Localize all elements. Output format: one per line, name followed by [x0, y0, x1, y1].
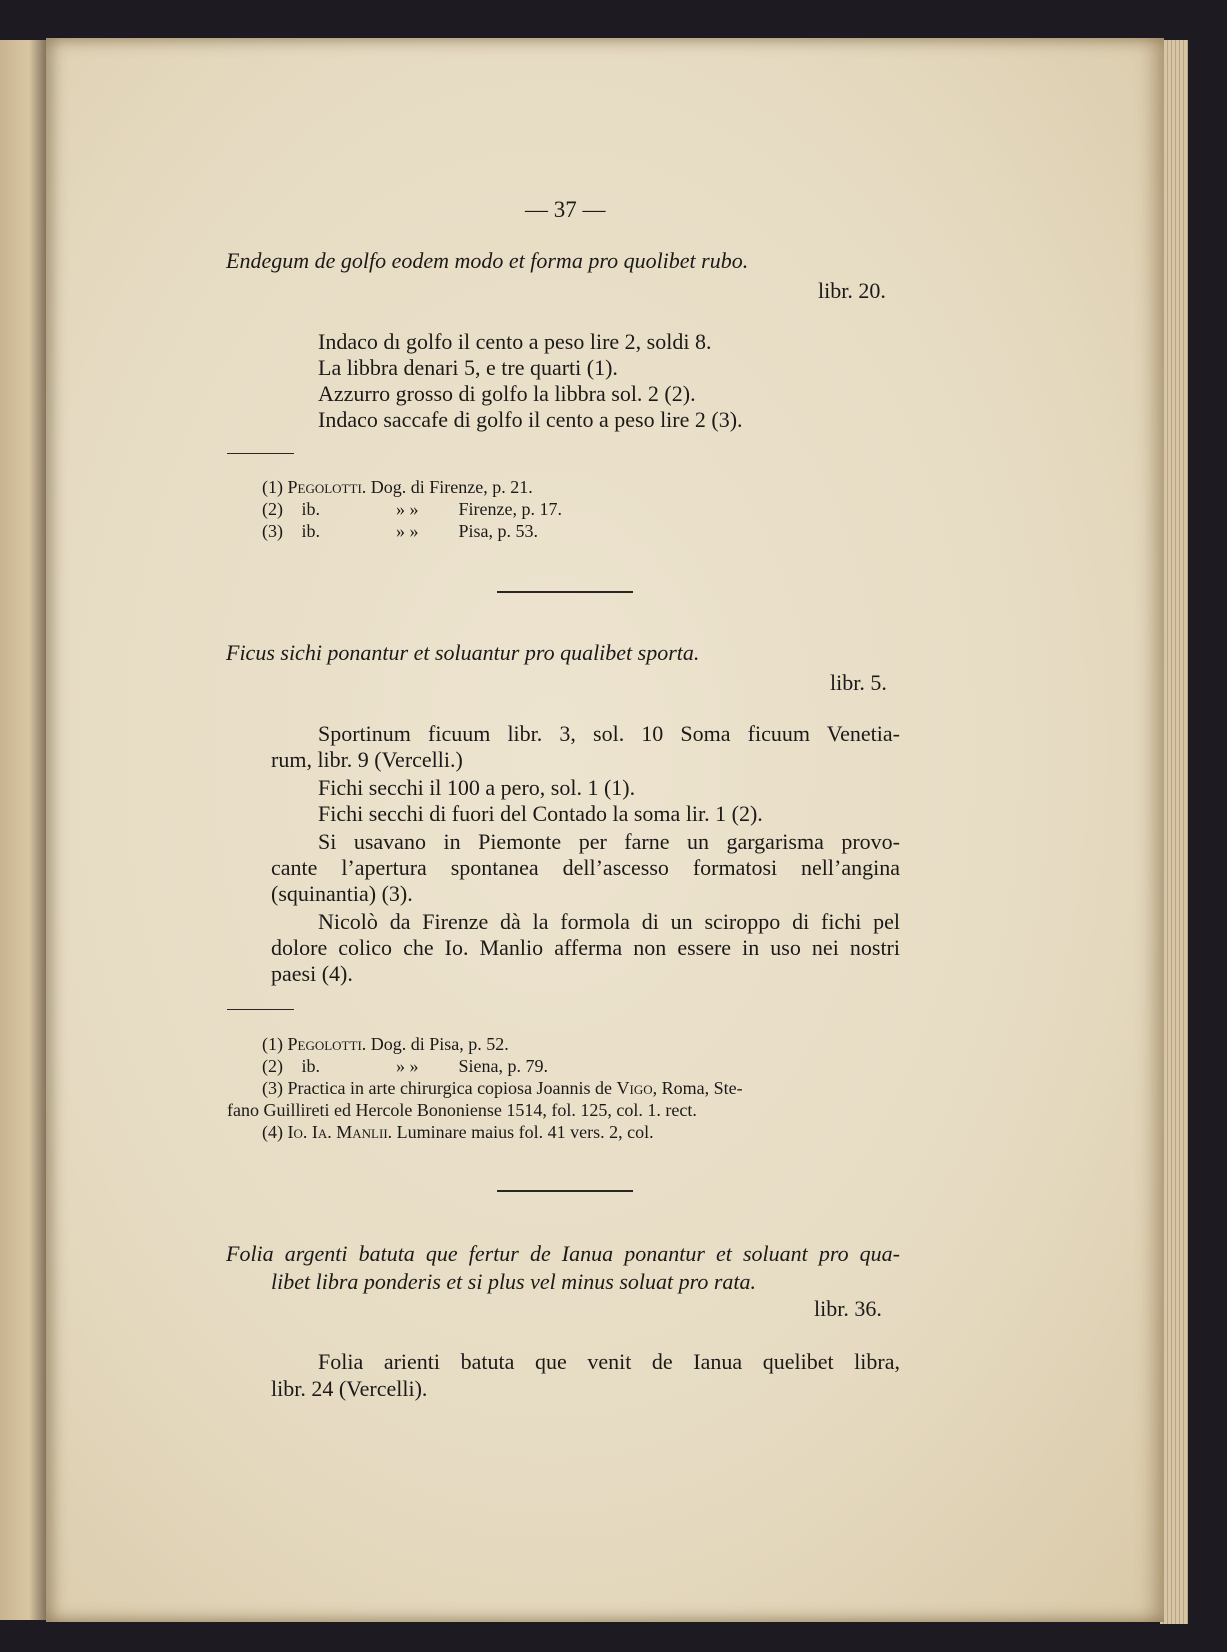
section2-line: rum, libr. 9 (Vercelli.): [271, 747, 463, 772]
footnote-3: (3) ib. » » Pisa, p. 53.: [262, 521, 539, 541]
section2-heading: Ficus sichi ponantur et soluantur pro qualibet sporta.: [226, 640, 700, 665]
section1-line: Azzurro grosso di golfo la libbra sol. 2 (2).: [318, 381, 696, 406]
section2-line: Fichi secchi di fuori del Contado la soma lir. 1 (2).: [318, 801, 763, 826]
section1-amount: libr. 20.: [818, 278, 886, 303]
section2-line: (squinantia) (3).: [271, 881, 413, 906]
footnote-3-continued: fano Guillireti ed Hercole Bononiense 1514, fol. 125, col. 1. rect.: [227, 1100, 697, 1120]
footnote-1: (1) Pegolotti. Dog. di Firenze, p. 21.: [262, 477, 533, 497]
left-page-edge: [0, 40, 48, 1620]
section2-amount: libr. 5.: [830, 670, 887, 695]
section1-line: Indaco saccafe di golfo il cento a peso lire 2 (3).: [318, 407, 743, 432]
section3-heading-continued: libet libra ponderis et si plus vel minus soluat pro rata.: [271, 1269, 757, 1294]
section2-line: Fichi secchi il 100 a pero, sol. 1 (1).: [318, 775, 636, 800]
section-separator: [497, 591, 633, 593]
section2-line: cante l’apertura spontanea dell’ascesso formatosi nell’angina: [271, 855, 900, 880]
footnote-rule: [227, 453, 294, 454]
section1-line: La libbra denari 5, e tre quarti (1).: [318, 355, 618, 380]
page-number: — 37 —: [525, 197, 606, 222]
page-stack-edges: [1160, 40, 1188, 1624]
section2-line: dolore colico che Io. Manlio afferma non essere in uso nei nostri: [271, 935, 900, 960]
footnote-3: (3) Practica in arte chirurgica copiosa Joannis de Vigo, Roma, Ste-: [262, 1078, 743, 1098]
section3-amount: libr. 36.: [814, 1296, 882, 1321]
section1-line: Indaco dı golfo il cento a peso lire 2, soldi 8.: [318, 329, 712, 354]
footnote-2: (2) ib. » » Siena, p. 79.: [262, 1056, 548, 1076]
section1-heading: Endegum de golfo eodem modo et forma pro quolibet rubo.: [226, 248, 749, 273]
footnote-2: (2) ib. » » Firenze, p. 17.: [262, 499, 562, 519]
section2-line: Sportinum ficuum libr. 3, sol. 10 Soma ficuum Venetia-: [318, 721, 900, 746]
section-separator: [497, 1190, 633, 1192]
section2-line: paesi (4).: [271, 961, 353, 986]
section3-line: libr. 24 (Vercelli).: [271, 1376, 428, 1401]
footnote-4: (4) Io. Ia. Manlii. Luminare maius fol. 41 vers. 2, col.: [262, 1122, 654, 1142]
section3-heading: Folia argenti batuta que fertur de Ianua ponantur et soluant pro qua-: [226, 1241, 900, 1266]
section2-line: Si usavano in Piemonte per farne un gargarisma provo-: [318, 829, 900, 854]
section2-line: Nicolò da Firenze dà la formola di un sciroppo di fichi pel: [318, 909, 900, 934]
footnote-1: (1) Pegolotti. Dog. di Pisa, p. 52.: [262, 1034, 509, 1054]
footnote-rule: [227, 1009, 294, 1010]
section3-line: Folia arienti batuta que venit de Ianua quelibet libra,: [318, 1349, 900, 1374]
